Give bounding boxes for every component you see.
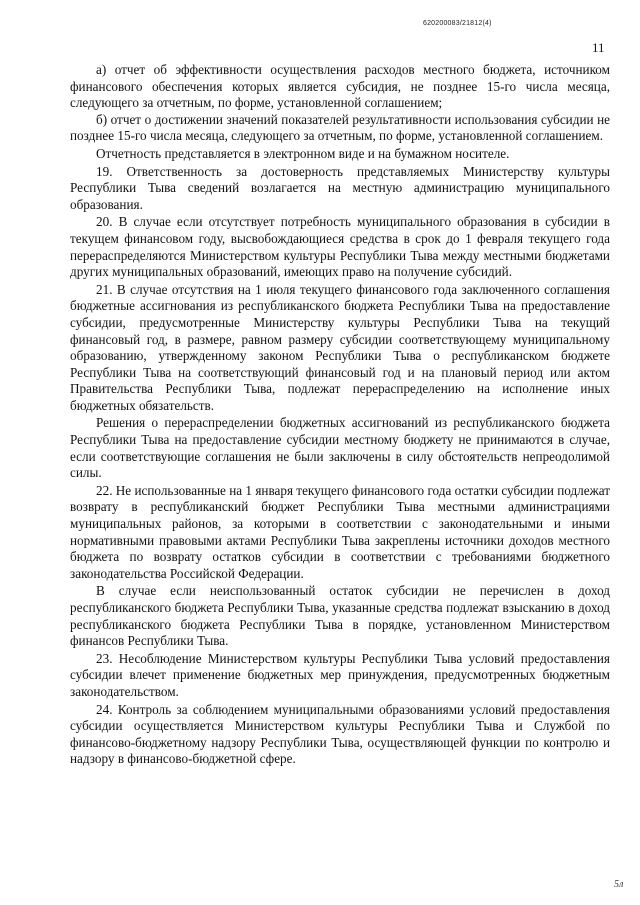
- paragraph-a: а) отчет об эффективности осуществления расходов местного бюджета, источником финансового обеспечения которых является субсидия, не позднее 15-го числа месяца, следующего за отчетным, по форме, установленной соглашением;: [70, 62, 610, 111]
- paragraph-reporting: Отчетность представляется в электронном виде и на бумажном носителе.: [96, 145, 510, 161]
- paragraph-19: 19. Ответственность за достоверность представляемых Министерству культуры Республики Тыва сведений возлагается на местную администрацию муниципального образования.: [70, 163, 610, 212]
- paragraph-22: 22. Не использованные на 1 января текущего финансового года остатки субсидии подлежат возврату в республиканский бюджет Республики Тыва местными администрациями муниципальных районов, за которыми в соответствии с законодательными и иными нормативными правовыми актами Республики Тыва закреплены источники доходов местного бюджета по возврату остатков субсидии в соответствии с требованиями бюджетного законодательства Российской Федерации.: [70, 482, 610, 581]
- paragraph-b: б) отчет о достижении значений показателей результативности использования субсидии не позднее 15-го числа месяца, следующего за отчетным, по форме, установленной соглашением.: [70, 111, 610, 144]
- paragraph-23: 23. Несоблюдение Министерством культуры Республики Тыва условий предоставления субсидии влечет применение бюджетных мер принуждения, предусмотренных бюджетным законодательством.: [70, 650, 610, 699]
- paragraph-24: 24. Контроль за соблюдением муниципальными образованиями условий предоставления субсидии осуществляется Министерством культуры Республики Тыва и Службой по финансово-бюджетному надзору Республики Тыва, осуществляющей функции по контролю и надзору в финансово-бюджетной сфере.: [70, 701, 610, 767]
- paragraph-20: 20. В случае если отсутствует потребность муниципального образования в субсидии в текущем финансовом году, высвобождающиеся средства в срок до 1 февраля текущего года перераспределяются Министерством культуры Республики Тыва между местными бюджетами других муниципальных образований, имеющих право на получение субсидий.: [70, 214, 610, 280]
- document-id: 620200083/21812(4): [423, 20, 492, 27]
- handwritten-mark: 5л: [614, 879, 624, 890]
- paragraph-21: 21. В случае отсутствия на 1 июля текущего финансового года заключенного соглашения бюджетные ассигнования из республиканского бюджета Республики Тыва на предоставление субсидии, предусмотренные Министерству культуры Республики Тыва на текущий финансовый год, в размере, равном размеру субсидии соответствующему муниципальному образованию, утвержденному законом Республики Тыва о республиканском бюджете Республики Тыва на соответствующий финансовый год и на плановый период или актом Правительства Республики Тыва, подлежат перераспределению на исполнение иных бюджетных обязательств.: [70, 281, 610, 413]
- paragraph-21-decisions: Решения о перераспределении бюджетных ассигнований из республиканского бюджета Республики Тыва на предоставление субсидии местному бюджету не принимаются в случае, если соответствующие соглашения не были заключены в силу обстоятельств непреодолимой силы.: [70, 415, 610, 481]
- paragraph-22-recovery: В случае если неиспользованный остаток субсидии не перечислен в доход республиканского бюджета Республики Тыва, указанные средства подлежат взысканию в доход республиканского бюджета Республики Тыва в порядке, установленном Министерством финансов Республики Тыва.: [70, 583, 610, 649]
- page-number: 11: [592, 40, 605, 55]
- document-body: [70, 62, 610, 768]
